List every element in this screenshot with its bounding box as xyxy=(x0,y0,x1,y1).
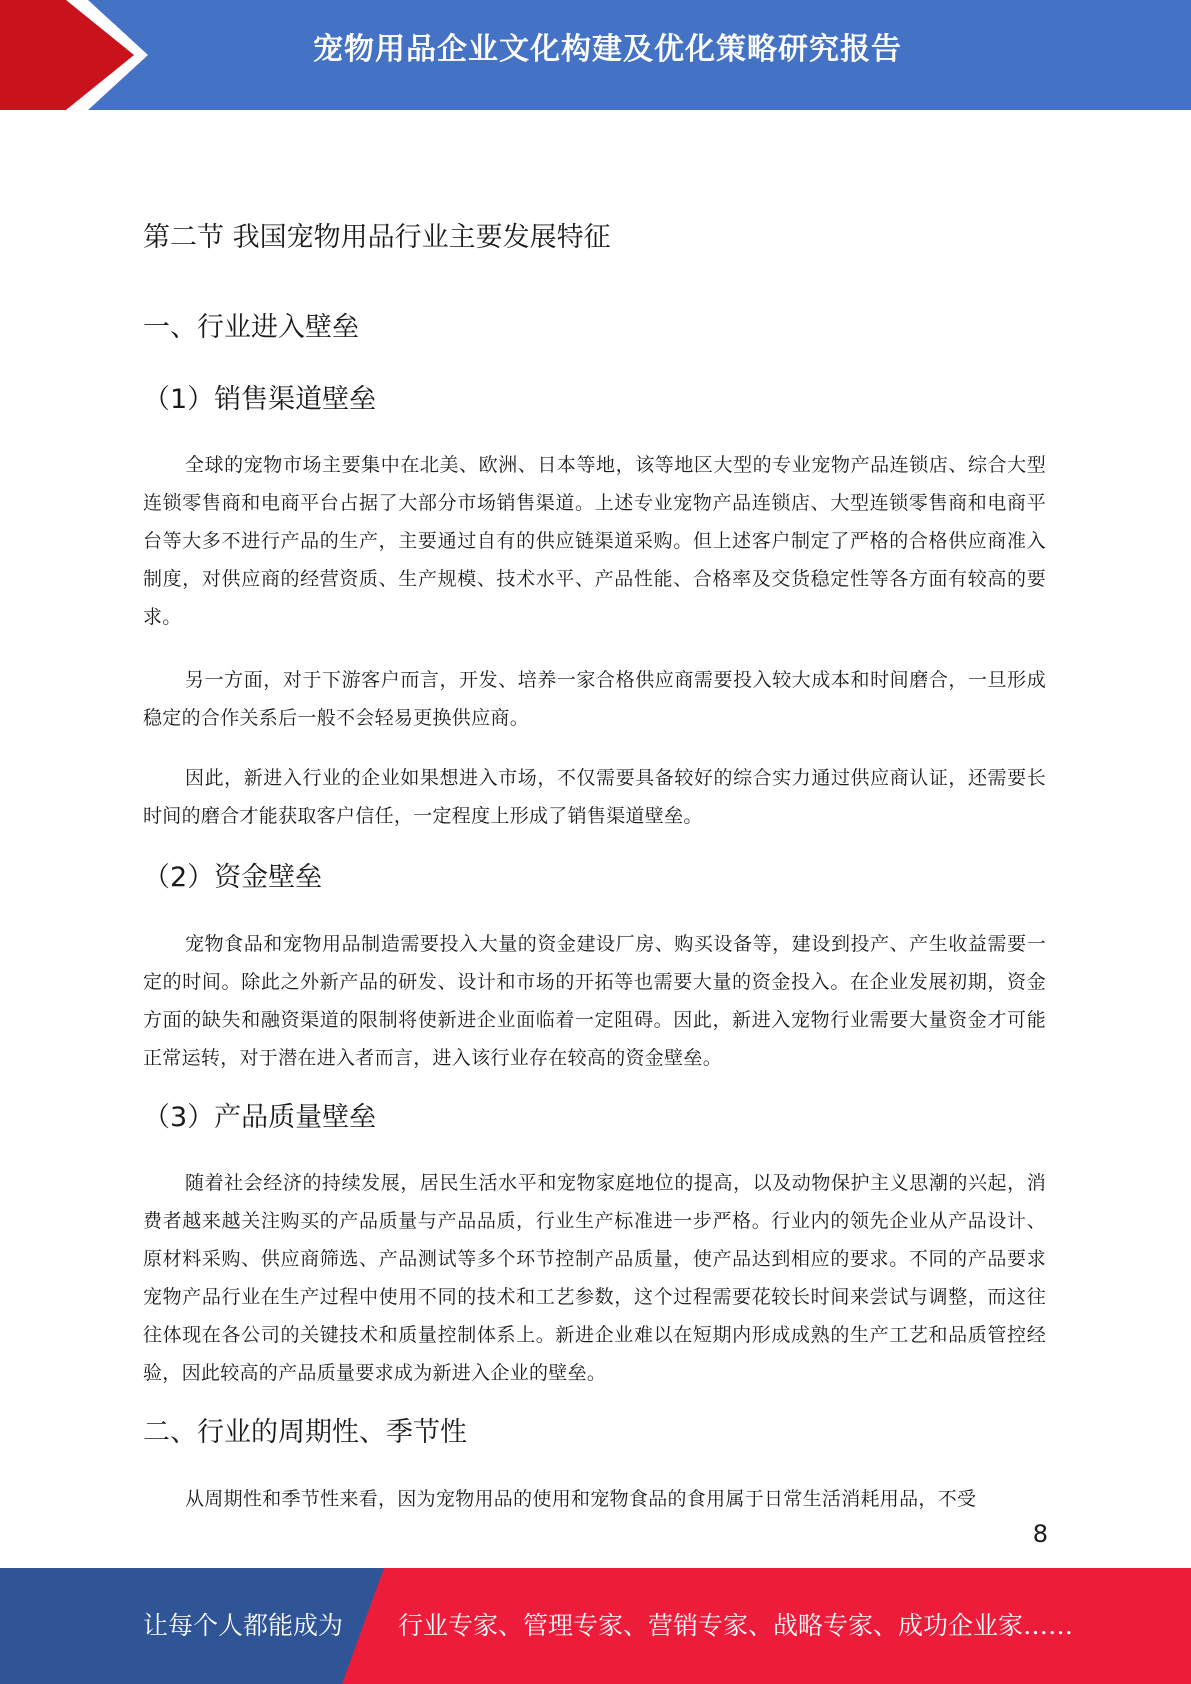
subheading-quality: （3）产品质量壁垒 xyxy=(143,1102,377,1133)
report-title: 宠物用品企业文化构建及优化策略研究报告 xyxy=(313,32,902,67)
header-banner xyxy=(0,0,1191,110)
paragraph: 宠物食品和宠物用品制造需要投入大量的资金建设厂房、购买设备等，建设到投产、产生收益需要一定的时间。除此之外新产品的研发、设计和市场的开拓等也需要大量的资金投入。在企业发展初期，资金方面的缺失和融资渠道的限制将使新进企业面临着一定阻碍。因此，新进入宠物行业需要大量资金才可能正常运转，对于潜在进入者而言，进入该行业存在较高的资金壁垒。 xyxy=(143,933,1046,1069)
footer-slogan-right: 行业专家、管理专家、营销专家、战略专家、成功企业家…… xyxy=(398,1611,1074,1640)
paragraph: 从周期性和季节性来看，因为宠物用品的使用和宠物食品的食用属于日常生活消耗用品，不受 xyxy=(185,1488,977,1510)
paragraph: 因此，新进入行业的企业如果想进入市场，不仅需要具备较好的综合实力通过供应商认证，还需要长时间的磨合才能获取客户信任，一定程度上形成了销售渠道壁垒。 xyxy=(143,767,1046,827)
paragraph: 另一方面，对于下游客户而言，开发、培养一家合格供应商需要投入较大成本和时间磨合，一旦形成稳定的合作关系后一般不会轻易更换供应商。 xyxy=(143,669,1046,729)
subheading-sales-channel: （1）销售渠道壁垒 xyxy=(143,384,377,415)
paragraph: 全球的宠物市场主要集中在北美、欧洲、日本等地，该等地区大型的专业宠物产品连锁店、综合大型连锁零售商和电商平台占据了大部分市场销售渠道。上述专业宠物产品连锁店、大型连锁零售商和电商平台等大多不进行产品的生产，主要通过自有的供应链渠道采购。但上述客户制定了严格的合格供应商准入制度，对供应商的经营资质、生产规模、技术水平、产品性能、合格率及交货稳定性等各方面有较高的要求。 xyxy=(143,454,1046,628)
section-title: 第二节 我国宠物用品行业主要发展特征 xyxy=(143,222,611,253)
paragraph: 随着社会经济的持续发展，居民生活水平和宠物家庭地位的提高，以及动物保护主义思潮的兴起，消费者越来越关注购买的产品质量与产品品质，行业生产标准进一步严格。行业内的领先企业从产品设计、原材料采购、供应商筛选、产品测试等多个环节控制产品质量，使产品达到相应的要求。不同的产品要求宠物产品行业在生产过程中使用不同的技术和工艺参数，这个过程需要花较长时间来尝试与调整，而这往往体现在各公司的关键技术和质量控制体系上。新进企业难以在短期内形成成熟的生产工艺和品质管控经验，因此较高的产品质量要求成为新进入企业的壁垒。 xyxy=(143,1172,1046,1384)
footer-banner xyxy=(0,1568,1191,1684)
subheading-capital: （2）资金壁垒 xyxy=(143,862,323,893)
footer-slogan-left: 让每个人都能成为 xyxy=(143,1611,344,1640)
heading-entry-barriers: 一、行业进入壁垒 xyxy=(143,312,359,343)
heading-cyclicality: 二、行业的周期性、季节性 xyxy=(143,1417,467,1448)
page-number: 8 xyxy=(1032,1520,1048,1548)
